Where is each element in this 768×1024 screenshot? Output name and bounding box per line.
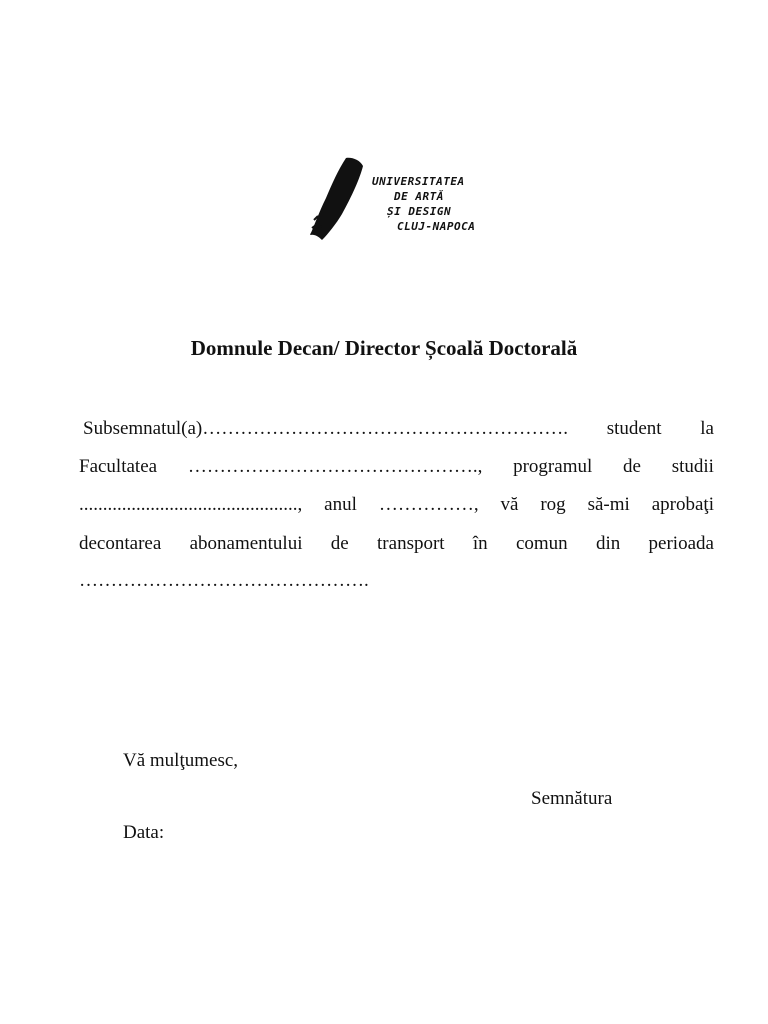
program-blank: .............................................., (79, 494, 303, 515)
logo-text-line-3: ȘI DESIGN (387, 205, 452, 218)
body-word: abonamentului (189, 533, 303, 554)
body-word: programul (513, 456, 593, 477)
body-word: la (700, 418, 714, 439)
body-word: din (595, 533, 621, 554)
body-word: decontarea (79, 533, 162, 554)
body-word: transport (377, 533, 445, 554)
body-word: comun (515, 533, 568, 554)
body-line-2 (79, 454, 714, 480)
body-word: rog (540, 494, 566, 515)
body-word: aprobaţi (651, 494, 714, 515)
body-word: de (330, 533, 349, 554)
body-word: de (623, 456, 641, 477)
brush-stroke-icon (306, 156, 376, 242)
period-blank: ………………………………………. (79, 570, 369, 591)
university-logo (306, 156, 496, 242)
body-word: anul (324, 494, 357, 515)
faculty-blank: ………………………………………., (187, 456, 483, 477)
body-word: vă (500, 494, 519, 515)
date-label: Data: (123, 822, 165, 843)
body-line-4 (79, 531, 714, 557)
body-line-1 (79, 416, 714, 442)
body-line-3 (79, 492, 714, 518)
body-word: Facultatea (79, 456, 158, 477)
logo-text-line-4: CLUJ-NAPOCA (397, 220, 476, 233)
document-title: Domnule Decan/ Director Școală Doctorală (190, 336, 578, 360)
name-field-label: Subsemnatul(a)…………………………………………………. (83, 418, 569, 439)
body-word: perioada (648, 533, 714, 554)
body-line-5 (79, 568, 714, 594)
body-word: studii (671, 456, 714, 477)
signature-label: Semnătura (531, 788, 613, 809)
body-word: student (606, 418, 662, 439)
year-blank: ……………, (378, 494, 479, 515)
logo-text-line-2: DE ARTĂ (394, 190, 444, 203)
body-word: să-mi (587, 494, 630, 515)
body-word: în (472, 533, 488, 554)
closing-thanks: Vă mulţumesc, (123, 750, 239, 771)
logo-text-line-1: UNIVERSITATEA (372, 175, 465, 188)
